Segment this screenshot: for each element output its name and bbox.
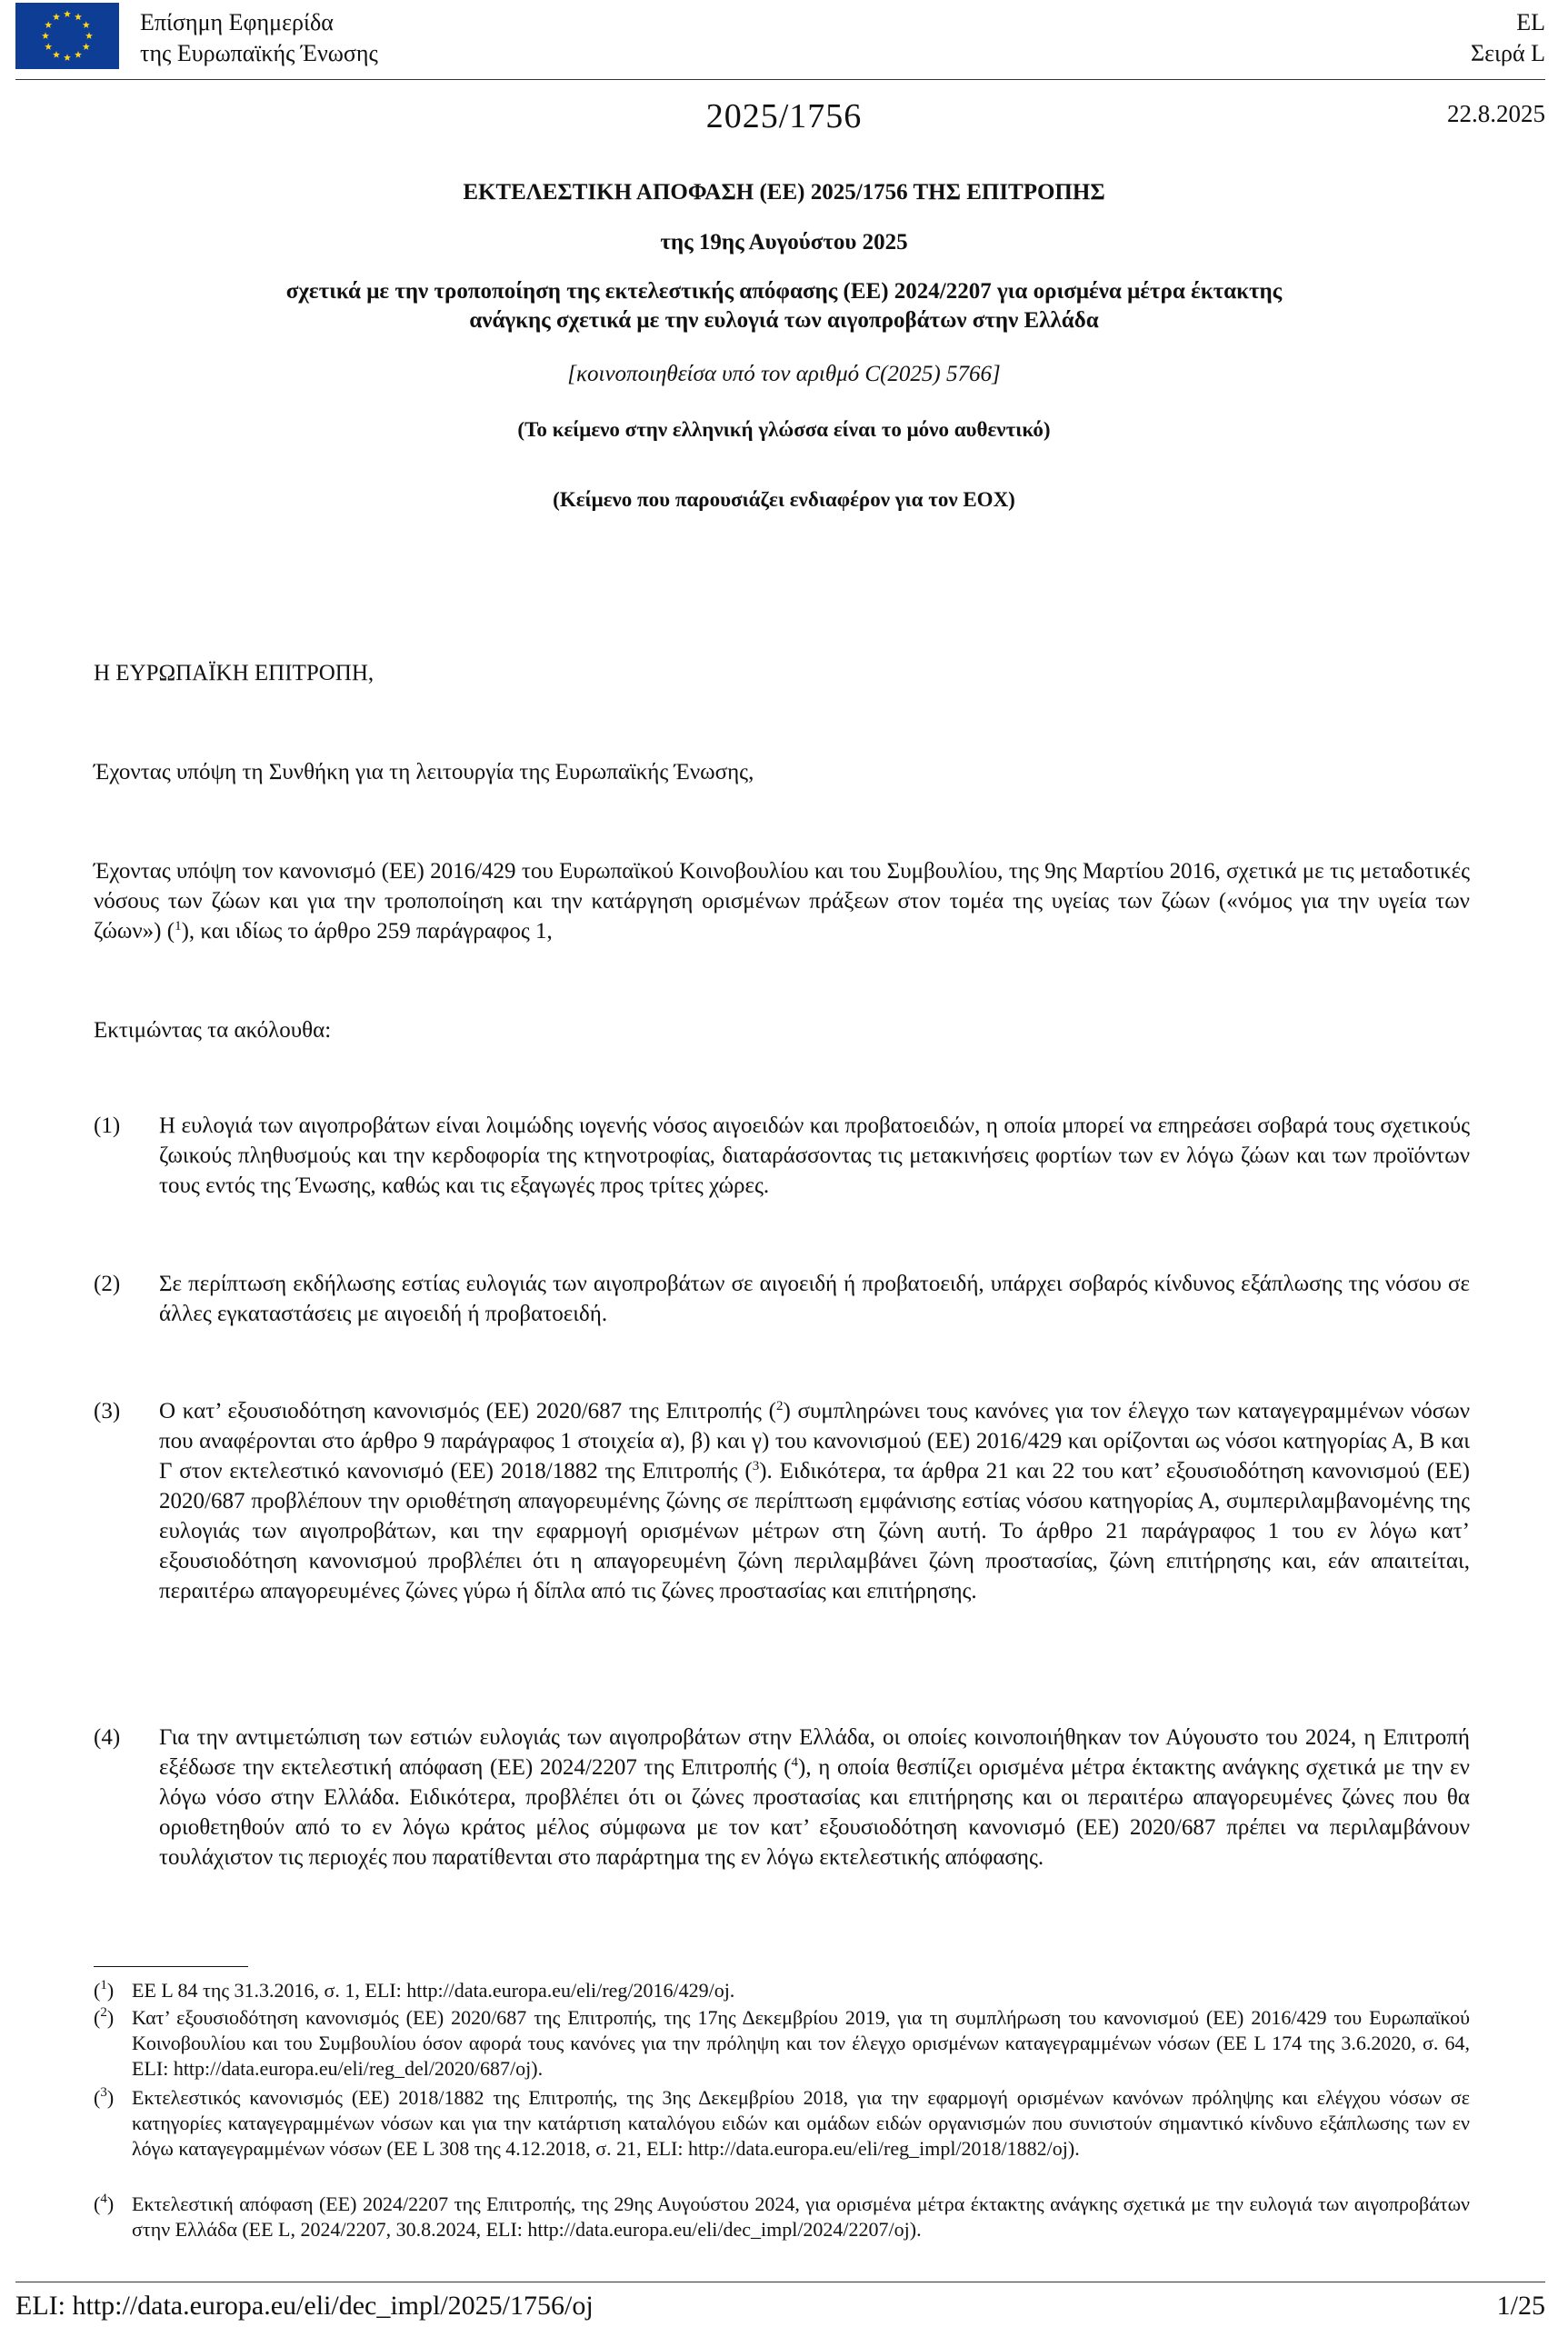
footer-eli-link[interactable]: ELI: http://data.europa.eu/eli/dec_impl/2025/1756/oj (15, 2291, 594, 2321)
recital-text (159, 1723, 1470, 1873)
recital-text-part: Ο κατ’ εξουσιοδότηση κανονισμός (ΕΕ) 2020/687 της Επιτροπής ( (159, 1399, 776, 1423)
recital-2 (94, 1269, 1470, 1329)
authentic-language-note: (Το κείμενο στην ελληνική γλώσσα είναι το μόνο αυθεντικό) (517, 418, 1051, 441)
regulation-citation (94, 856, 1470, 946)
recital-number: (1) (94, 1114, 121, 1138)
recital-text-part: Για την αντιμετώπιση των εστιών ευλογιάς των αιγοπροβάτων στην Ελλάδα, οι οποίες κοινοποιήθηκαν τον Αύγουστο του 2024, η Επιτροπή εξέδωσε την εκτελεστική απόφαση (ΕΕ) 2024/2207 της Επιτροπής ( (159, 1725, 1470, 1780)
eu-star-icon (75, 14, 82, 21)
header-divider (15, 79, 1545, 80)
footnote-number: ($^1$) (94, 1978, 115, 2002)
footnote-2 (94, 2005, 1470, 2082)
footnote-number: ($^2$) (94, 2005, 115, 2029)
footnote-number-value: 2 (100, 2005, 107, 2020)
footnote-number-value: 3 (100, 2085, 107, 2100)
footnote-text: ΕΕ L 84 της 31.3.2016, σ. 1, ELI: http://data.europa.eu/eli/reg/2016/429/oj. (132, 1979, 735, 2002)
footnote-number: ($^4$) (94, 2192, 115, 2215)
footnote-text: Κατ’ εξουσιοδότηση κανονισμός (ΕΕ) 2020/687 της Επιτροπής, της 17ης Δεκεμβρίου 2019, για τη συμπλήρωση του κανονισμού (ΕΕ) 2016/429 του Ευρωπαϊκού Κοινοβουλίου και του Συμβουλίου όσον αφορά τους κανόνες για την πρόληψη και τον έλεγχο ορισμένων καταγεγραμμένων νόσων (ΕΕ L 174 της 3.6.2020, σ. 64, ELI: http://data.europa.eu/eli/reg_del/2020/687/oj). (132, 2006, 1470, 2080)
footnote-ref[interactable]: 2 (775, 1399, 784, 1413)
footnote-ref[interactable]: 3 (752, 1459, 760, 1473)
document-date: 22.8.2025 (1447, 100, 1545, 127)
recital-number: (3) (94, 1399, 121, 1423)
treaty-citation: Έχοντας υπόψη τη Συνθήκη για τη λειτουργία της Ευρωπαϊκής Ένωσης, (94, 760, 754, 784)
footnote-divider (94, 1966, 248, 1967)
eu-star-icon (45, 43, 52, 50)
document-number: 2025/1756 (705, 97, 863, 135)
footnote-4 (94, 2192, 1470, 2242)
eu-star-icon (42, 32, 49, 39)
commission-heading: Η ΕΥΡΩΠΑΪΚΗ ΕΠΙΤΡΟΠΗ, (94, 661, 375, 685)
eu-star-icon (83, 43, 90, 50)
regulation-citation-text: Έχοντας υπόψη τον κανονισμό (ΕΕ) 2016/429 του Ευρωπαϊκού Κοινοβουλίου και του Συμβουλίου, της 9ης Μαρτίου 2016, σχετικά με τις μεταδοτικές νόσους των ζώων και για την τροποποίηση και την κατάργηση ορισμένων πράξεων στον τομέα της υγείας των ζώων («νόμος για την υγεία των ζώων») ( (94, 859, 1470, 944)
eu-stars-icon (15, 3, 119, 69)
footnote-ref[interactable]: 4 (791, 1755, 798, 1770)
language-series (1471, 7, 1545, 69)
eu-star-icon (53, 51, 60, 58)
recital-1 (94, 1111, 1470, 1201)
journal-title (140, 7, 378, 69)
decision-subject-line2: ανάγκης σχετικά με την ευλογιά των αιγοπροβάτων στην Ελλάδα (469, 308, 1099, 333)
recital-number: (4) (94, 1725, 121, 1750)
journal-title-line2: της Ευρωπαϊκής Ένωσης (140, 40, 378, 66)
whereas-heading: Εκτιμώντας τα ακόλουθα: (94, 1018, 332, 1043)
recital-3 (94, 1396, 1470, 1606)
footnote-3 (94, 2085, 1470, 2162)
eu-star-icon (64, 10, 71, 17)
eu-star-icon (83, 21, 90, 28)
notification-reference: [κοινοποιηθείσα υπό τον αριθμό C(2025) 5766] (567, 362, 1001, 386)
eu-flag-icon (15, 3, 119, 69)
footnote-text: Εκτελεστική απόφαση (ΕΕ) 2024/2207 της Επιτροπής, της 29ης Αυγούστου 2024, για ορισμένα μέτρα έκτακτης ανάγκης σχετικά με την ευλογιά των αιγοπροβάτων στην Ελλάδα (ΕΕ L, 2024/2207, 30.8.2024, ELI: http://data.europa.eu/eli/dec_impl/2024/2207/oj). (132, 2192, 1470, 2241)
recital-text-part: ), η οποία θεσπίζει ορισμένα μέτρα έκτακτης ανάγκης σχετικά με την εν λόγω νόσο στην Ελλάδα. Ειδικότερα, προβλέπει ότι οι ζώνες προστασίας και επιτήρησης και οι περαιτέρω απαγορευμένες ζώνες που θα οριοθετηθούν από το εν λόγω κράτος μέλος σύμφωνα με τον κατ’ εξουσιοδότηση κανονισμό (ΕΕ) 2020/687 πρέπει να περιλαμβάνουν τουλάχιστον τις περιοχές που παρατίθενται στο παράρτημα της εν λόγω εκτελεστικής απόφασης. (159, 1755, 1470, 1870)
series-label: Σειρά L (1470, 40, 1545, 66)
language-code: EL (1516, 9, 1545, 35)
footnote-ref[interactable]: 1 (175, 919, 182, 934)
regulation-citation-text-end: ), και ιδίως το άρθρο 259 παράγραφος 1, (181, 919, 553, 944)
eu-star-icon (64, 54, 71, 61)
recital-text (159, 1396, 1470, 1606)
footnote-number-value: 1 (100, 1978, 107, 1992)
journal-title-line1: Επίσημη Εφημερίδα (140, 9, 334, 35)
recital-text: Η ευλογιά των αιγοπροβάτων είναι λοιμώδης ιογενής νόσος αιγοειδών και προβατοειδών, η οποία μπορεί να επηρεάσει σοβαρά τους σχετικούς ζωικούς πληθυσμούς και την κερδοφορία της κτηνοτροφίας, διαταράσσοντας τις μετακινήσεις φορτίων των εν λόγω ζώων και των προϊόντων τους εντός της Ένωσης, καθώς και τις εξαγωγές προς τρίτες χώρες. (159, 1114, 1470, 1198)
footnote-1 (94, 1978, 1470, 2003)
decision-title: ΕΚΤΕΛΕΣΤΙΚΗ ΑΠΟΦΑΣΗ (ΕΕ) 2025/1756 ΤΗΣ ΕΠΙΤΡΟΠΗΣ (463, 180, 1105, 205)
eea-relevance-note: (Κείμενο που παρουσιάζει ενδιαφέρον για τον ΕΟΧ) (553, 488, 1015, 511)
recital-text-part: ) συμπληρώνει τους κανόνες για τον έλεγχο των καταγεγραμμένων νόσων που αναφέρονται στο άρθρο 9 παράγραφος 1 στοιχεία α), β) και γ) του κανονισμού (ΕΕ) 2016/429 και ορίζονται ως νόσοι κατηγορίας Α, Β και Γ στον εκτελεστικό κανονισμό (ΕΕ) 2018/1882 της Επιτροπής ( (159, 1399, 1471, 1483)
eu-star-icon (45, 21, 52, 28)
eu-star-icon (75, 51, 82, 58)
page-number: 1/25 (1496, 2291, 1545, 2321)
decision-date: της 19ης Αυγούστου 2025 (660, 230, 908, 255)
eu-star-icon (85, 32, 93, 39)
decision-subject (91, 277, 1477, 335)
eu-star-icon (53, 14, 60, 21)
footnote-number: ($^3$) (94, 2085, 115, 2109)
footnote-number-value: 4 (100, 2192, 107, 2206)
footnote-text: Εκτελεστικός κανονισμός (ΕΕ) 2018/1882 της Επιτροπής, της 3ης Δεκεμβρίου 2018, για την εφαρμογή ορισμένων κανόνων πρόληψης και ελέγχου νόσων σε κατηγορίες καταγεγραμμένων νόσων και για την κατάρτιση καταλόγου ειδών και ομάδων ειδών οργανισμών που συνιστούν σημαντικό κίνδυνο εξάπλωσης των εν λόγω καταγεγραμμένων νόσων (ΕΕ L 308 της 4.12.2018, σ. 21, ELI: http://data.europa.eu/eli/reg_impl/2018/1882/oj). (132, 2086, 1470, 2160)
recital-text-part: ). Ειδικότερα, τα άρθρα 21 και 22 του κατ’ εξουσιοδότηση κανονισμού (ΕΕ) 2020/687 προβλέπουν την οριοθέτηση απαγορευμένης ζώνης σε περίπτωση εμφάνισης εστίας νόσου κατηγορίας Α, συμπεριλαμβανομένης της ευλογιάς των αιγοπροβάτων, και την εφαρμογή ορισμένων μέτρων στη ζώνη αυτή. Το άρθρο 21 παράγραφος 1 του εν λόγω κατ’ εξουσιοδότηση κανονισμού προβλέπει ότι η απαγορευμένη ζώνη περιλαμβάνει ζώνη προστασίας, ζώνη επιτήρησης και, εάν απαιτείται, περαιτέρω απαγορευμένες ζώνες γύρω ή δίπλα από τις ζώνες προστασίας και επιτήρησης. (159, 1459, 1470, 1603)
decision-subject-line1: σχετικά με την τροποποίηση της εκτελεστικής απόφασης (ΕΕ) 2024/2207 για ορισμένα μέτρα έκτακτης (285, 279, 1283, 304)
recital-4 (94, 1723, 1470, 1873)
recital-number: (2) (94, 1272, 121, 1296)
recital-text: Σε περίπτωση εκδήλωσης εστίας ευλογιάς των αιγοπροβάτων σε αιγοειδή ή προβατοειδή, υπάρχει σοβαρός κίνδυνος εξάπλωσης της νόσου σε άλλες εγκαταστάσεις με αιγοειδή ή προβατοειδή. (159, 1272, 1470, 1326)
